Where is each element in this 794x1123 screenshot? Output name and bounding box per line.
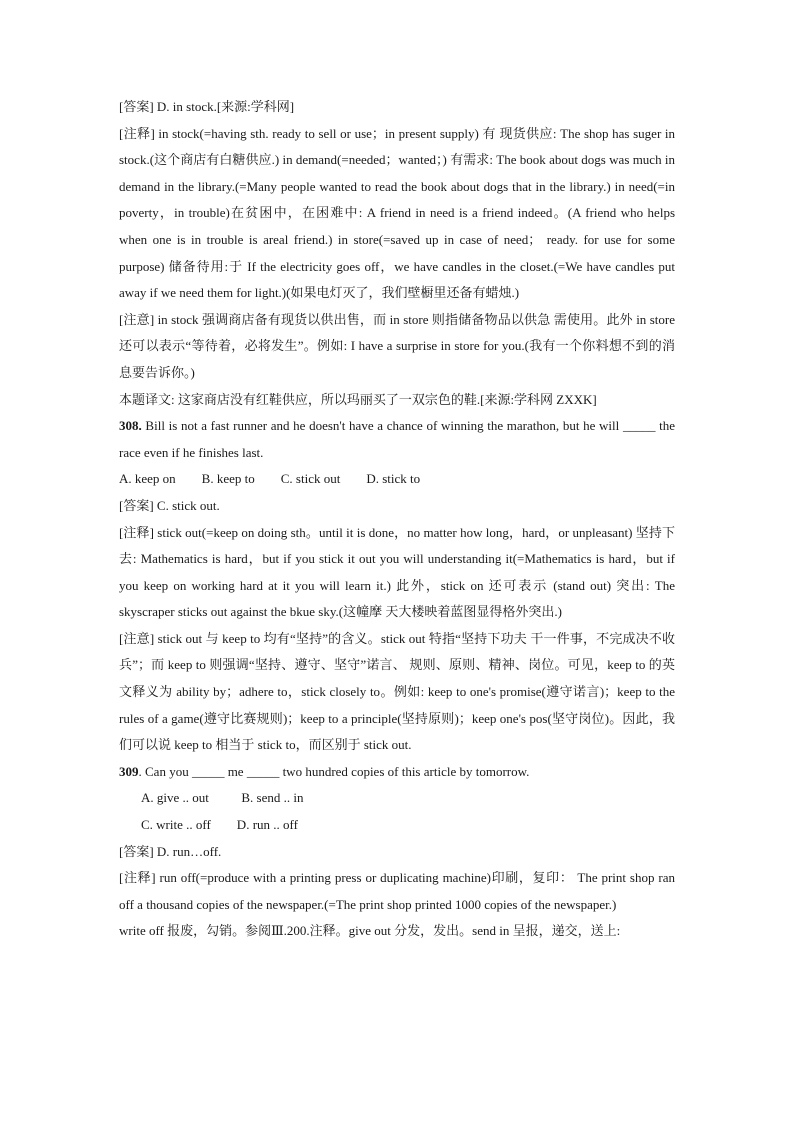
answer-308: [答案] C. stick out. (119, 497, 220, 513)
remark-308: [注意] stick out 与 keep to 均有“坚持”的含义。stick out 特指“坚持下功夫 干一件事，不完成决不收兵”；而 keep to 则强调“坚持、遵守、坚守”诺言、 规则、原则、精神、岗位。可见，keep to 的英文释义为 ability by；adhere to，stick closely to。例如: keep to one's promise(遵守诺言)；keep to the rules of a game(遵守比赛规则)；keep to a principle(坚持原则)；keep one's pos(坚守岗位)。因此，我们可以说 keep to 相当于 stick to，而区别于 stick out. (119, 630, 675, 753)
options-309-row1: A. give .. out B. send .. in (141, 790, 304, 806)
answer-307: [答案] D. in stock.[来源:学科网] (119, 99, 295, 114)
question-number: 308. (119, 418, 142, 434)
note-307: [注释] in stock(=having sth. ready to sell or use；in present supply) 有 现货供应: The shop has suger in stock.(这个商店有白糖供应.) in demand(=needed；wanted；) 有需求: The book about dogs was much in demand in the library.(=Many people wanted to read the book about dogs that in the library.) in need(=in poverty，in trouble)在贫困中，在困难中: A friend in need is a friend indeed。(A friend who helps when one is in trouble is areal friend.) in store(=saved up in case of need； ready. for use for some purpose) 储备待用:于 If the electricity goes off，we have candles in the closet.(=We have candles put away if we need them for light.)(如果电灯灭了，我们壁橱里还备有蜡烛.) (119, 125, 675, 301)
note-308: [注释] stick out(=keep on doing sth。until it is done，no matter how long，hard，or unpleasant) 坚持下去: Mathematics is hard，but if you stick it out you will understanding it(=Mathematics is hard，but if you keep on working hard at it you will learn it.) 此外，stick on 还可表示 (stand out) 突出: The skyscraper sticks out against the bkue sky.(这幢摩 天大楼映着蓝图显得格外突出.) (119, 524, 675, 620)
question-text: . Can you _____ me _____ two hundred copies of this article by tomorrow. (138, 763, 530, 779)
question-text: Bill is not a fast runner and he doesn't have a chance of winning the marathon, but he will _____ the race even if he finishes last. (119, 418, 675, 460)
options-308: A. keep on B. keep to C. stick out D. stick to (119, 471, 421, 487)
remark-307: [注意] in stock 强调商店备有现货以供出售，而 in store 则指储备物品以供急 需使用。此外 in store 还可以表示“等待着，必将发生”。例如: I have a surprise in store for you.(我有一个你料想不到的消息要告诉你。) (119, 311, 675, 380)
document-body (119, 94, 675, 945)
answer-309: [答案] D. run…off. (119, 843, 222, 859)
question-308 (119, 413, 675, 466)
note-309: [注释] run off(=produce with a printing press or duplicating machine)印刷，复印： The print shop ran off a thousand copies of the newspaper.(=The print shop printed 1000 copies of the newspaper.) (119, 870, 675, 912)
question-number: 309 (119, 763, 139, 779)
translation-307: 本题译文: 这家商店没有红鞋供应，所以玛丽买了一双宗色的鞋.[来源:学科网 ZXXK] (119, 391, 597, 407)
more-notes-309: write off 报废，勾销。参阅Ⅲ.200.注释。give out 分发，发出。send in 呈报，递交，送上: (119, 923, 621, 939)
question-309 (119, 759, 675, 786)
options-309-row2: C. write .. off D. run .. off (141, 817, 298, 833)
